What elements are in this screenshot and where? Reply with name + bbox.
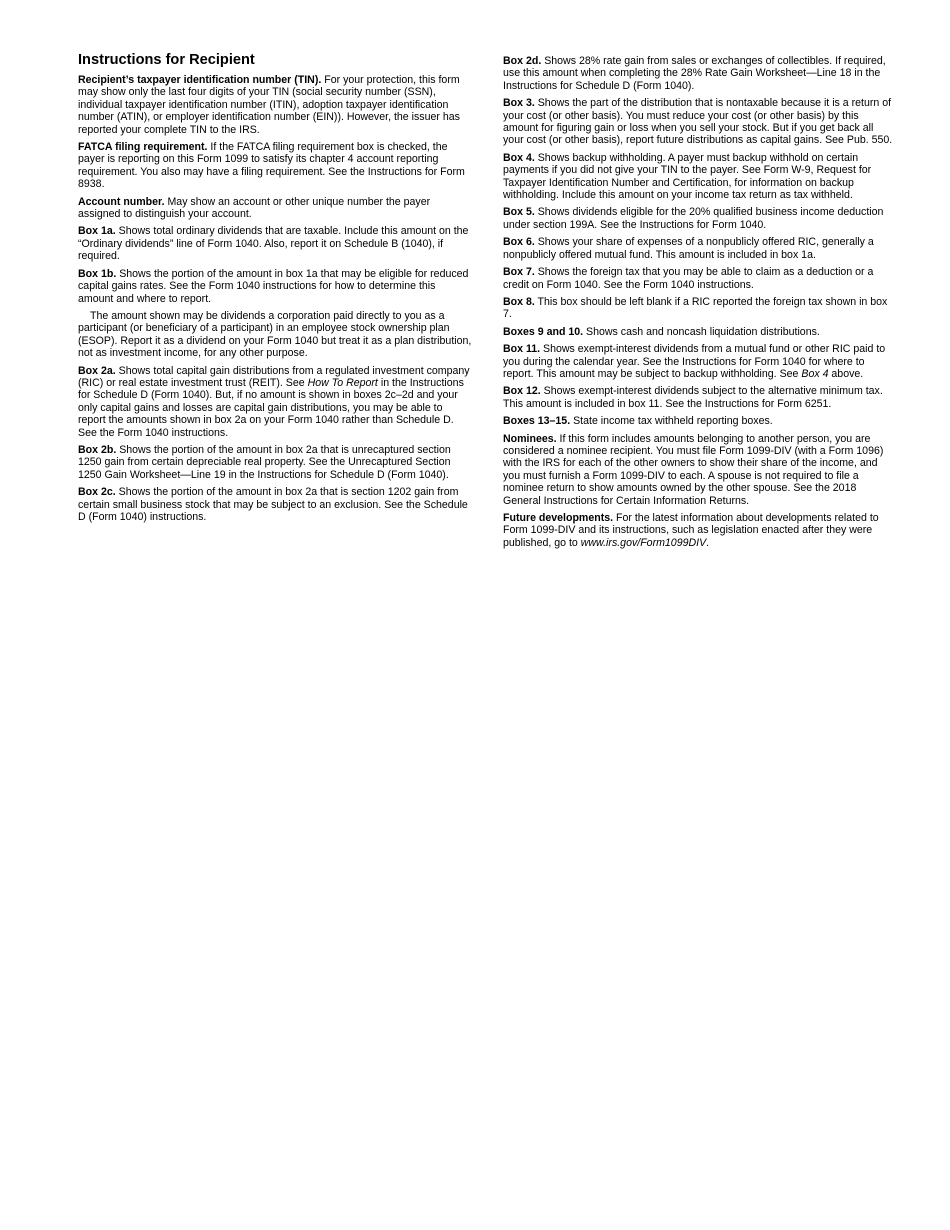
para-text: This box should be left blank if a RIC reported the foreign tax shown in box 7. (503, 295, 888, 321)
para-text: Shows the portion of the amount in box 2a that is section 1202 gain from certain small business stock that may be subject to an exclusion. See the Schedule D (Form 1040) instructions. (78, 486, 468, 523)
para-box-1b (78, 268, 473, 305)
para-box-12 (503, 385, 896, 410)
left-column (78, 52, 473, 528)
para-lead: Nominees. (503, 432, 557, 445)
para-text: Shows backup withholding. A payer must backup withhold on certain payments if you did not give your TIN to the payer. See Form W-9, Request for Taxpayer Identification Number and Certification, for information on backup withholding. Include this amount on your income tax return as tax withheld. (503, 151, 872, 202)
right-column (503, 55, 896, 554)
para-italic: How To Report (307, 376, 378, 389)
para-lead: Box 11. (503, 343, 541, 356)
para-text: Shows the portion of the amount in box 1a that may be eligible for reduced capital gains rates. See the Form 1040 instructions for how to determine this amount and where to report. (78, 267, 469, 305)
para-text: Shows the portion of the amount in box 2a that is unrecaptured section 1250 gain from certain depreciable real property. See the Unrecaptured Section 1250 Gain Worksheet—Line 19 in the Instructions for Schedule D (Form 1040). (78, 443, 451, 481)
para-box-4 (503, 152, 896, 202)
para-box-1a (78, 225, 473, 262)
para-nominees (503, 433, 896, 507)
para-text: If the FATCA filing requirement box is checked, the payer is reporting on this Form 1099 to satisfy its chapter 4 account reporting requirement. You also may have a filing requirement. See the Instructions for Form 8938. (78, 141, 465, 191)
para-lead: Box 2b. (78, 443, 117, 456)
para-text: Shows 28% rate gain from sales or exchanges of collectibles. If required, use this amount when completing the 28% Rate Gain Worksheet—Line 18 in the Instructions for Schedule D (Form 1040). (503, 55, 886, 92)
para-box-8 (503, 296, 896, 321)
para-lead: Account number. (78, 195, 165, 208)
para-text-continued: . (706, 536, 710, 549)
para-text-continued: above. (828, 367, 864, 380)
para-box-6 (503, 236, 896, 261)
para-box-2a (78, 365, 473, 439)
para-text-continued: in the Instructions for Schedule D (Form 1040). But, if no amount is shown in boxes 2c–2d and your only capital gains and losses are capital gain distributions, you may be able to report the amounts shown in box 2a on your Form 1040 rather than Schedule D. See the Form 1040 instructions. (78, 376, 464, 439)
para-box-2b (78, 444, 473, 481)
para-text: Shows total ordinary dividends that are taxable. Include this amount on the “Ordinary dividends” line of Form 1040. Also, report it on Schedule B (1040), if required. (78, 225, 469, 263)
para-lead: Box 2d. (503, 55, 542, 67)
para-future-developments (503, 512, 896, 549)
para-lead: Boxes 13–15. (503, 415, 571, 428)
para-recipient-tin (78, 74, 473, 136)
para-text: Shows total capital gain distributions from a regulated investment company (RIC) or real estate investment trust (REIT). See (78, 364, 470, 389)
para-esop (78, 310, 473, 360)
para-lead: FATCA filing requirement. (78, 141, 208, 154)
para-text: If this form includes amounts belonging to another person, you are considered a nominee recipient. You must file Form 1099-DIV (with a Form 1096) with the IRS for each of the other owners to show their share of the income, and you must furnish a Form 1099-DIV to each. A spouse is not required to file a nominee return to show amounts owned by the other spouse. See the 2018 General Instructions for Certain Information Returns. (503, 432, 884, 507)
para-boxes-13-15 (503, 415, 896, 427)
irs-link[interactable]: www.irs.gov/Form1099DIV (580, 536, 707, 549)
para-lead: Box 5. (503, 206, 535, 219)
para-account-number (78, 196, 473, 221)
para-box-3 (503, 97, 896, 147)
para-lead: Box 2c. (78, 486, 116, 499)
para-box-5 (503, 206, 896, 231)
para-text: Shows exempt-interest dividends subject to the alternative minimum tax. This amount is included in box 11. See the Instructions for Form 6251. (503, 385, 883, 410)
para-boxes-9-10 (503, 326, 896, 338)
para-text: State income tax withheld reporting boxes. (570, 415, 773, 428)
para-box-11 (503, 343, 896, 380)
para-lead: Box 7. (503, 266, 535, 279)
para-lead: Recipient’s taxpayer identification number (TIN). (78, 74, 322, 86)
para-text: Shows your share of expenses of a nonpublicly offered RIC, generally a nonpublicly offered mutual fund. This amount is included in box 1a. (503, 236, 874, 261)
para-text: Shows exempt-interest dividends from a mutual fund or other RIC paid to you during the calendar year. See the Instructions for Form 1040 for where to report. This amount may be subject to backup withholding. See (503, 343, 886, 380)
para-text: Shows cash and noncash liquidation distributions. (583, 325, 820, 338)
para-lead: Box 12. (503, 385, 541, 398)
para-italic: Box 4 (801, 367, 829, 380)
para-lead: Box 1b. (78, 267, 117, 280)
para-lead: Box 2a. (78, 364, 116, 377)
para-text: Shows the foreign tax that you may be able to claim as a deduction or a credit on Form 1040. See the Form 1040 instructions. (503, 266, 874, 291)
para-text: For your protection, this form may show only the last four digits of your TIN (social security number (SSN), individual taxpayer identification number (ITIN), adoption taxpayer identification number (ATIN), or employer identification number (EIN)). However, the issuer has reported your complete TIN to the IRS. (78, 74, 460, 136)
para-text: The amount shown may be dividends a corporation paid directly to you as a participant (or beneficiary of a participant) in an employee stock ownership plan (ESOP). Report it as a dividend on your Form 1040 but treat it as a plan distribution, not as investment income, for any other purpose. (78, 309, 472, 360)
para-text: Shows the part of the distribution that is nontaxable because it is a return of your cost (or other basis). You must reduce your cost (or other basis) by this amount for figuring gain or loss when you sell your stock. But if you get back all your cost (or other basis), report future distributions as capital gains. See Pub. 550. (503, 97, 893, 147)
para-text: Shows dividends eligible for the 20% qualified business income deduction under section 199A. See the Instructions for Form 1040. (503, 206, 884, 231)
para-lead: Boxes 9 and 10. (503, 325, 584, 338)
para-fatca (78, 141, 473, 191)
para-box-2c (78, 486, 473, 523)
para-box-7 (503, 266, 896, 291)
para-lead: Future developments. (503, 512, 614, 524)
para-lead: Box 6. (503, 236, 535, 249)
para-lead: Box 3. (503, 97, 535, 110)
para-lead: Box 1a. (78, 225, 116, 238)
para-lead: Box 4. (503, 151, 535, 164)
para-text: May show an account or other unique number the payer assigned to distinguish your account. (78, 195, 431, 221)
para-text: For the latest information about developments related to Form 1099-DIV and its instructions, such as legislation enacted after they were published, go to (503, 512, 879, 549)
para-box-2d (503, 55, 896, 92)
page-title: Instructions for Recipient (78, 52, 255, 68)
para-lead: Box 8. (503, 295, 535, 308)
